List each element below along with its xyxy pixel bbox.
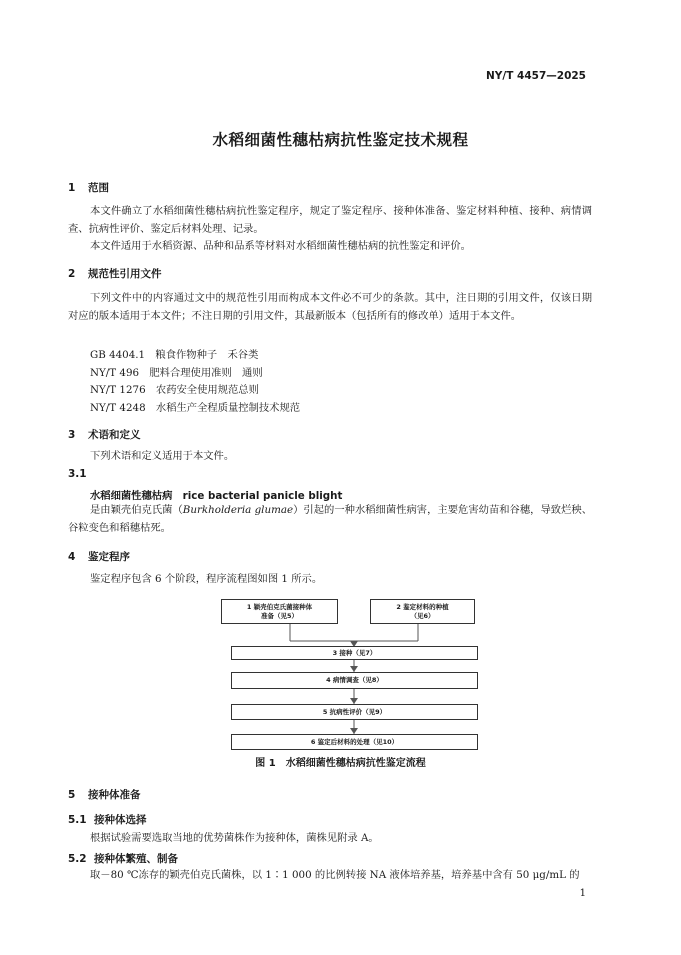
- flowchart-step-2: [370, 599, 475, 624]
- flowchart-step-label: 3 接种（见7）: [332, 648, 377, 657]
- arrow-head: [350, 641, 358, 647]
- clause-5-2-heading: [68, 851, 178, 866]
- flowchart-step-1: [221, 599, 338, 624]
- flowchart-step-label: 2 鉴定材料的种植: [396, 603, 449, 611]
- figure-caption: 图 1 水稻细菌性穗枯病抗性鉴定流程: [255, 758, 426, 769]
- reference-code: NY/T 1276: [90, 384, 146, 396]
- clause-title: 接种体繁殖、制备: [94, 853, 178, 865]
- reference-name: 水稻生产全程质量控制技术规范: [155, 402, 301, 414]
- term-chinese: 水稻细菌性穗枯病: [90, 490, 173, 502]
- clause-5-1-heading: [68, 812, 147, 827]
- term-definition: [68, 502, 592, 537]
- term-english: rice bacterial panicle blight: [182, 490, 343, 502]
- flowchart-step-label: 6 鉴定后材料的处理（见10）: [310, 737, 399, 746]
- section-title: 范围: [88, 182, 109, 194]
- reference-name: 粮食作物种子 禾谷类: [155, 349, 259, 361]
- section-title: 规范性引用文件: [88, 268, 162, 280]
- section-1-paragraph-1: 本文件确立了水稻细菌性穗枯病抗性鉴定程序，规定了鉴定程序、接种体准备、鉴定材料种植、接种、病情调查、抗病性评价、鉴定后材料处理、记录。: [68, 205, 592, 235]
- flowchart-step-label: 准备（见5）: [260, 611, 299, 620]
- term-entry: [90, 487, 342, 502]
- section-2-paragraph: 下列文件中的内容通过文中的规范性引用而构成本文件必不可少的条款。其中，注日期的引用文件，仅该日期对应的版本适用于本文件；不注日期的引用文件，其最新版本（包括所有的修改单）适用于本文件。: [68, 292, 592, 322]
- flowchart-step-label: 1 颖壳伯克氏菌接种体: [246, 603, 313, 611]
- section-4-heading: [68, 549, 130, 564]
- pathogen-latin-name: Burkholderia glumae: [182, 504, 294, 516]
- document-title: 水稻细菌性穗枯病抗性鉴定技术规程: [212, 131, 469, 149]
- clause-number: 5.2: [68, 853, 87, 865]
- section-number: 1: [68, 182, 76, 194]
- flowchart-step-label: （见6）: [410, 611, 435, 620]
- document-number: NY/T 4457—2025: [486, 70, 586, 82]
- flowchart-step-4: [231, 672, 478, 689]
- section-number: 2: [68, 268, 76, 280]
- flowchart-step-6: [231, 734, 478, 750]
- flowchart-step-label: 5 抗病性评价（见9）: [322, 707, 387, 716]
- clause-number: 5.1: [68, 814, 87, 826]
- clause-title: 接种体选择: [94, 814, 147, 826]
- section-5-heading: [68, 787, 141, 802]
- section-number: 4: [68, 551, 76, 563]
- section-1-paragraph-2: 本文件适用于水稻资源、品种和品系等材料对水稻细菌性穗枯病的抗性鉴定和评价。: [90, 240, 471, 252]
- clause-5-2-paragraph: 取－80 ℃冻存的颖壳伯克氏菌株，以 1∶1 000 的比例转接 NA 液体培养基，培养基中含有 50 μg/mL 的: [90, 869, 580, 881]
- clause-5-1-paragraph: 根据试验需要选取当地的优势菌株作为接种体，菌株见附录 A。: [90, 832, 379, 844]
- section-title: 鉴定程序: [88, 551, 130, 563]
- arrow-head: [350, 728, 358, 734]
- section-4-paragraph: 鉴定程序包含 6 个阶段，程序流程图如图 1 所示。: [90, 573, 323, 585]
- section-3-paragraph: 下列术语和定义适用于本文件。: [90, 450, 235, 462]
- flowchart-step-5: [231, 704, 478, 720]
- reference-code: NY/T 496: [90, 367, 140, 379]
- arrow-head: [350, 666, 358, 672]
- reference-name: 农药安全使用规范总则: [155, 384, 259, 396]
- flowchart-step-label: 4 病情调查（见8）: [326, 676, 383, 685]
- reference-item: [90, 346, 258, 361]
- section-3-heading: [68, 427, 141, 442]
- page-number: 1: [579, 888, 586, 899]
- section-title: 术语和定义: [88, 429, 141, 441]
- reference-code: NY/T 4248: [90, 402, 146, 414]
- section-1-heading: [68, 180, 109, 195]
- definition-text: ）引起的一种水稻细菌性病害，主要危害幼苗和谷穗，导致烂秧、谷粒变色和稻穗枯死。: [68, 504, 593, 534]
- section-2-heading: [68, 266, 162, 281]
- section-title: 接种体准备: [88, 789, 141, 801]
- reference-item: [90, 381, 259, 396]
- flowchart-step-3: [231, 646, 478, 660]
- reference-name: 肥料合理使用准则 通则: [149, 367, 263, 379]
- definition-text: 是由颖壳伯克氏菌（: [90, 504, 183, 516]
- reference-code: GB 4404.1: [90, 349, 146, 361]
- reference-item: [90, 364, 263, 379]
- arrow-head: [350, 698, 358, 704]
- reference-item: [90, 399, 300, 414]
- section-number: 3: [68, 429, 76, 441]
- section-number: 5: [68, 789, 76, 801]
- clause-3-1-number: 3.1: [68, 468, 87, 480]
